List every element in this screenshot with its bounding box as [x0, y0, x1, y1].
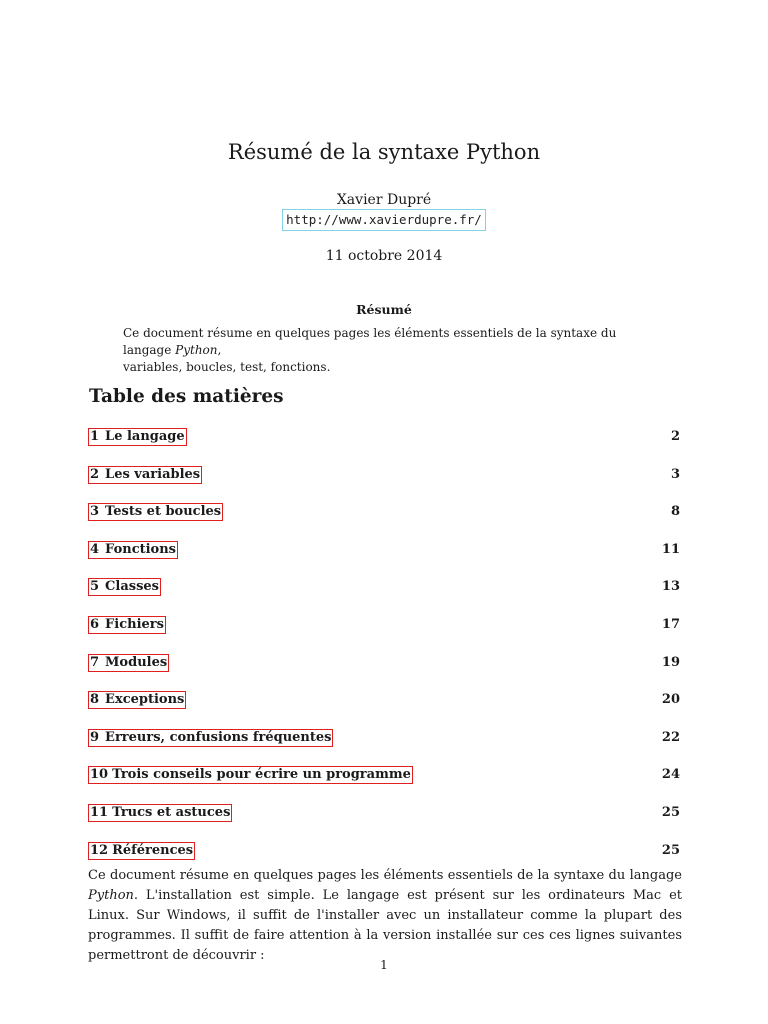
toc-entry-number: 2 — [90, 466, 100, 482]
toc-entry — [88, 578, 682, 616]
toc-entry — [88, 466, 682, 504]
toc-entry-page: 17 — [661, 616, 680, 632]
toc-link-fonctions[interactable] — [88, 541, 178, 559]
abstract-heading: Résumé — [356, 302, 412, 317]
toc-entry-number: 1 — [90, 429, 100, 444]
toc-entry-number: 11 — [90, 804, 109, 820]
document-date: 11 octobre 2014 — [325, 248, 443, 264]
toc-entry — [88, 691, 682, 729]
toc-entry-label: Fonctions — [105, 541, 176, 557]
intro-python-emphasis: Python — [88, 888, 134, 903]
toc-entry-label: Trucs et astuces — [112, 804, 231, 820]
toc-link-les-variables[interactable] — [88, 466, 202, 484]
toc-entry-page: 24 — [661, 767, 680, 783]
toc-entry-page: 13 — [661, 579, 680, 595]
toc-link-classes[interactable] — [88, 578, 161, 596]
toc-link-exceptions[interactable] — [88, 691, 186, 709]
toc-title: Table des matières — [89, 386, 284, 407]
toc-link-le-langage[interactable] — [88, 428, 187, 446]
toc-link-trucs-et-astuces[interactable] — [88, 804, 232, 822]
toc-entry-page: 25 — [661, 842, 680, 858]
toc-entry — [88, 541, 682, 579]
toc-entry-number: 9 — [90, 729, 100, 745]
toc-link-modules[interactable] — [88, 654, 169, 672]
toc-entry-number: 4 — [90, 541, 100, 557]
toc-link-tests-et-boucles[interactable] — [88, 503, 223, 521]
toc-entry-label: Fichiers — [105, 616, 164, 632]
toc-entry — [88, 654, 682, 692]
toc-entry-label: Erreurs, confusions fréquentes — [105, 729, 332, 745]
toc-entry-page: 25 — [661, 804, 680, 820]
toc-entry-label: Exceptions — [105, 692, 185, 708]
toc-entry-label: Tests et boucles — [105, 504, 222, 520]
toc-entry-page: 19 — [661, 654, 680, 670]
toc-entry-label: Les variables — [105, 466, 201, 482]
toc-entry-page: 20 — [661, 692, 680, 708]
toc-entry-number: 5 — [90, 579, 100, 595]
toc-entry-label: Modules — [105, 654, 168, 670]
url-container — [0, 209, 768, 231]
toc-entry — [88, 729, 682, 767]
abstract-text-before: Ce document résume en quelques pages les éléments essentiels de la syntaxe du langage — [123, 326, 617, 357]
toc-entry-label: Classes — [105, 579, 159, 595]
toc-link-erreurs[interactable] — [88, 729, 333, 747]
toc-link-fichiers[interactable] — [88, 616, 166, 634]
toc-link-references[interactable] — [88, 842, 195, 860]
toc-entry-page: 8 — [670, 504, 680, 520]
intro-paragraph — [88, 866, 682, 966]
document-title: Résumé de la syntaxe Python — [227, 140, 541, 164]
toc-entry-page: 22 — [661, 729, 680, 745]
toc-entry-label: Le langage — [105, 429, 185, 444]
abstract-text-after: , variables, boucles, test, fonctions. — [123, 343, 331, 374]
toc-entry-number: 10 — [90, 767, 109, 783]
abstract-text — [123, 325, 653, 376]
author-url-link[interactable]: http://www.xavierdupre.fr/ — [282, 209, 486, 231]
toc-entry — [88, 766, 682, 804]
toc-link-trois-conseils[interactable] — [88, 766, 413, 784]
page-number: 1 — [380, 958, 388, 972]
intro-text-after: . L'installation est simple. Le langage est présent sur les ordinateurs Mac et Linux. Sur Windows, il suffit de l'installer avec un installateur comme la plupart des programmes. Il suffit de faire attention à la version installée sur ces ces lignes suivantes permettront de découvrir : — [88, 888, 682, 963]
toc-entry-number: 12 — [90, 842, 109, 858]
toc-entry-number: 6 — [90, 616, 100, 632]
intro-text-before: Ce document résume en quelques pages les éléments essentiels de la syntaxe du langage — [88, 868, 682, 883]
toc-entry-label: Trois conseils pour écrire un programme — [112, 767, 411, 783]
toc-entry-page: 11 — [661, 541, 680, 557]
toc-entry-page: 3 — [670, 466, 680, 482]
author-name: Xavier Dupré — [336, 192, 432, 208]
abstract-python-emphasis: Python — [175, 343, 218, 357]
toc-entry — [88, 428, 682, 466]
toc-entry — [88, 503, 682, 541]
table-of-contents — [88, 428, 682, 879]
toc-entry-label: Références — [112, 842, 194, 858]
toc-entry-number: 8 — [90, 692, 100, 708]
toc-entry-page: 2 — [670, 429, 680, 444]
toc-entry-number: 7 — [90, 654, 100, 670]
toc-entry-number: 3 — [90, 504, 100, 520]
toc-entry — [88, 616, 682, 654]
toc-entry — [88, 804, 682, 842]
